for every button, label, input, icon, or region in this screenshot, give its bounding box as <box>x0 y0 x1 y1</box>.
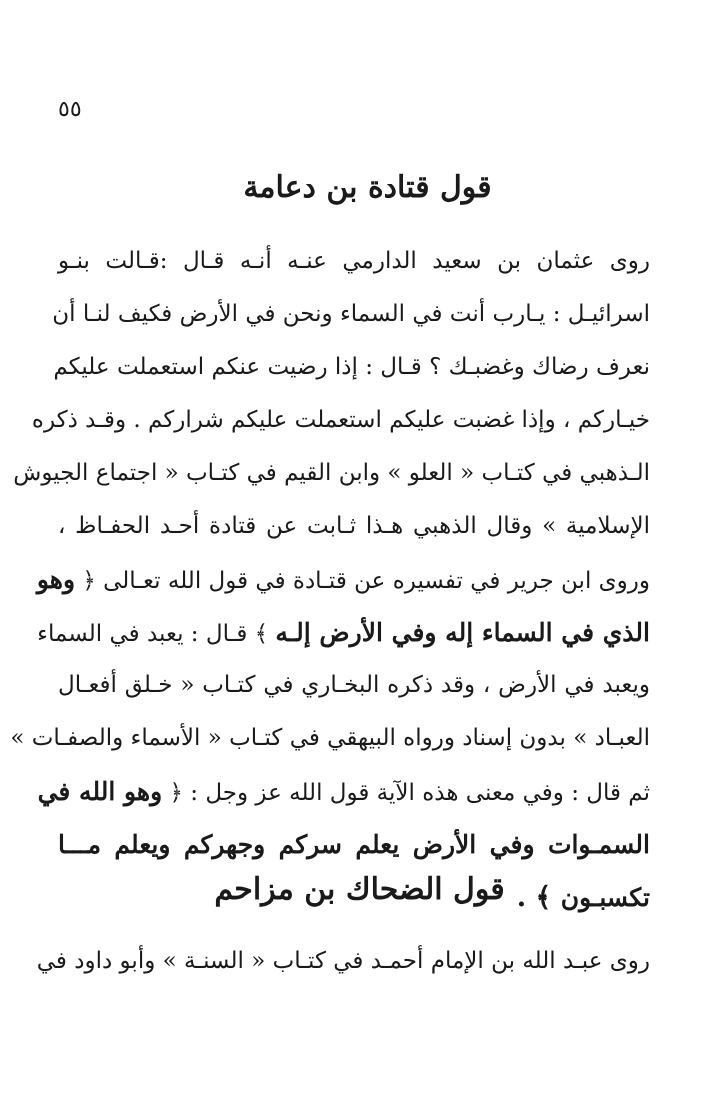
text-line <box>36 553 650 606</box>
body-text: خيـاركم ، وإذا غضبت عليكم استعملت عليكم شراركم . وقـد ذكره <box>31 407 650 433</box>
body-text: الإسلامية » وقال الذهبي هـذا ثـابت عن قتادة أحـد الحفـاظ ، <box>58 513 650 539</box>
body-text: ﴾ قـال : يعبد في السماء <box>37 621 276 647</box>
body-text: ﴾ . <box>516 882 561 913</box>
text-line <box>52 288 650 341</box>
section-heading-dahhak: قول الضحاك بن مزاحم <box>214 872 505 907</box>
section-body-qatada <box>10 235 650 924</box>
text-line <box>37 606 650 659</box>
text-line <box>58 235 650 288</box>
quran-verse-text: الذي في السماء إله وفي الأرض إلـه <box>275 618 650 647</box>
quran-verse-text: وهو الله في <box>37 777 163 806</box>
text-line <box>31 394 650 447</box>
quran-verse-text: تكسبـون <box>560 883 650 912</box>
text-line <box>53 341 650 394</box>
body-text: اسرائيـل : يـارب أنت في السماء ونحن في الأرض فكيف لنـا أن <box>52 301 650 327</box>
body-text: وروى ابن جرير في تفسيره عن قتـادة في قول الله تعـالى ﴿ <box>75 568 650 594</box>
text-line <box>37 765 650 818</box>
section-body-dahhak <box>36 935 650 988</box>
text-line <box>58 500 650 553</box>
text-line <box>58 659 650 712</box>
body-text: الـذهبي في كتـاب « العلو » وابن القيم في كتـاب « اجتماع الجيوش <box>13 460 650 486</box>
body-text: ثم قال : وفي معنى هذه الآية قول الله عز وجل : ﴿ <box>162 780 650 806</box>
body-text: العبـاد » بدون إسناد ورواه البيهقي في كتـاب « الأسماء والصفـات » <box>10 725 650 751</box>
body-text: ويعبد في الأرض ، وقد ذكره البخـاري في كتـاب « خـلق أفعـال <box>58 672 650 698</box>
text-line <box>36 935 650 988</box>
section-heading-qatada: قول قتادة بن دعامة <box>243 170 492 205</box>
body-text: روى عثمان بن سعيد الدارمي عنـه أنـه قـال :قـالت بنـو <box>58 248 650 274</box>
body-text: روى عبـد الله بن الإمام أحمـد في كتـاب « السنـة » وأبو داود في <box>36 948 650 974</box>
body-text: نعرف رضاك وغضبـك ؟ قـال : إذا رضيت عنكم استعملت عليكم <box>53 354 650 380</box>
text-line <box>58 818 650 871</box>
quran-verse-text: وهو <box>36 565 76 594</box>
page-number: ٥٥ <box>58 97 82 122</box>
text-line <box>13 447 650 500</box>
quran-verse-text: السمـوات وفي الأرض يعلم سركم وجهركم ويعلم مـــا <box>58 830 650 859</box>
text-line <box>10 712 650 765</box>
